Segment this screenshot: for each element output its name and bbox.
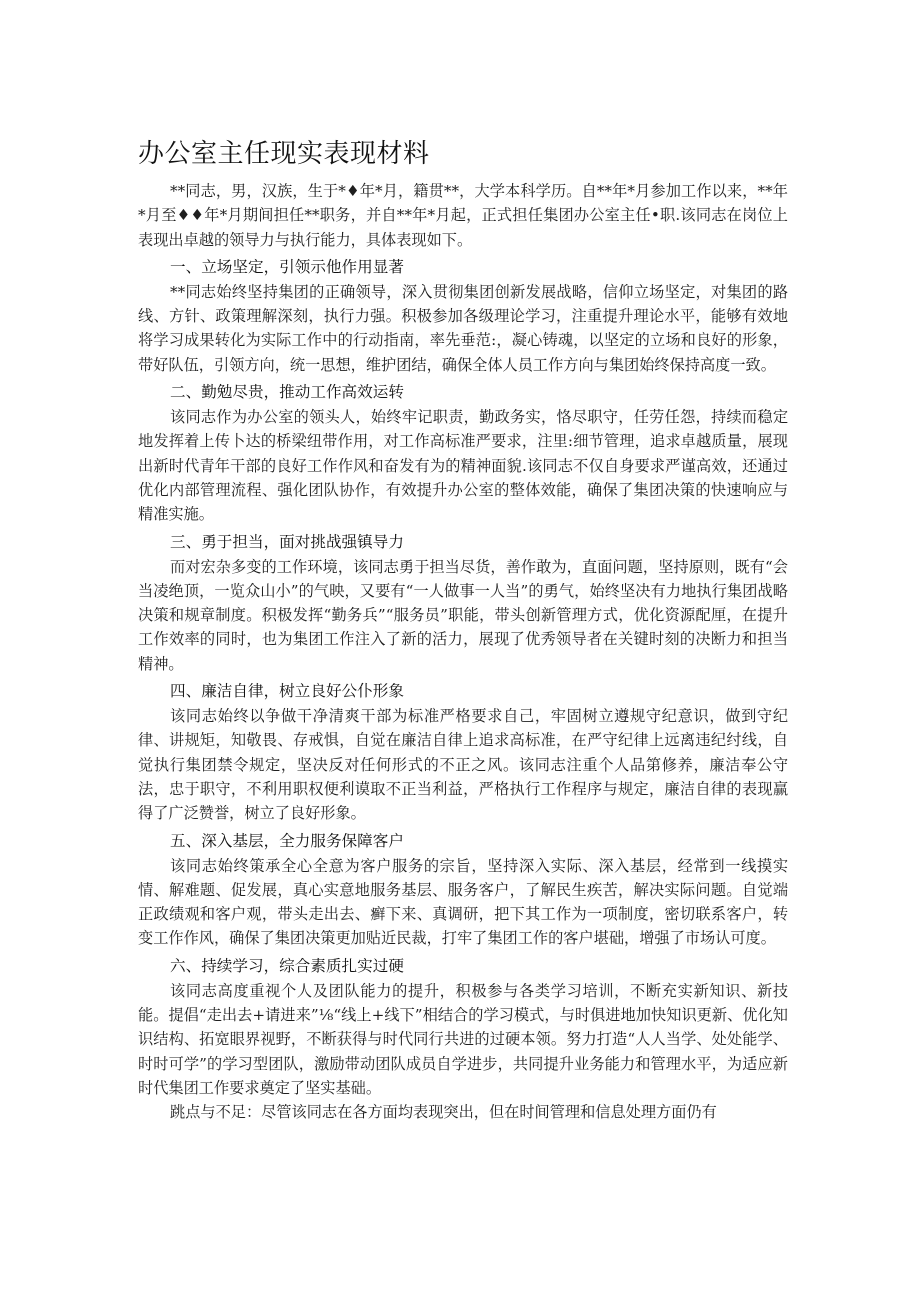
- section-heading: 五、深入基层，全力服务保障客户: [170, 831, 404, 850]
- section-heading: 二、勤勉尽贵，推动工作高效运转: [170, 383, 404, 402]
- section-paragraph: 该同志始终策承全心全意为客户服务的宗旨，坚持深入实际、深入基层，经常到一线摸实情、解难题、促发展，真心实意地服务基层、服务客户，了解民生疾苦，解决实际问题。自觉端正政绩观和客户观，带头走出去、癣下来、真调研，把下其工作为一项制度，密切联系客户，转变工作作风，确保了集团决策更加贴近民裁，打牢了集团工作的客户堪础，增强了市场认可度。: [138, 856, 788, 948]
- section-paragraph: 而对宏杂多变的工作环境，该同志勇于担当尽货，善作敢为，直面问题，坚持原则，既有“会当凌绝顶，一览众山小”的气映，又要有“一人做事一人当”的勇气，始终坚决有力地执行集团战略决策和规章制度。积极发挥“勤务兵”“服务员”职能，带头创新管理方式，优化资源配厘，在提升工作效率的同时，也为集团工作注入了新的活力，展现了优秀领导者在关键时刻的决断力和担当精神。: [138, 557, 788, 673]
- section-heading: 六、持续学习，综合素质扎实过硬: [170, 956, 404, 975]
- document-body: [138, 179, 788, 1125]
- section-5: [138, 829, 788, 951]
- section-paragraph: **同志始终坚持集团的正确领导，深入贯彻集团创新发展战略，信仰立场坚定，对集团的路线、方针、政策理解深刻，执行力强。积极参加各级理论学习，注重提升理论水平，能够有效地将学习成果转化为实际工作中的行动指南，率先垂范:，凝心铸魂，以坚定的立场和良好的形象，带好队伍，引领方向，统一思想，维护团结，确保全体人员工作方向与集团始终保持高度一致。: [138, 282, 788, 374]
- section-paragraph: 该同志作为办公室的领头人，始终牢记职责，勤政务实，恪尽职守，任劳任怨，持续而稳定地发挥着上传卜达的桥梁纽带作用，对工作高标准严要求，注里:细节管理，追求卓越质量，展现出新时代青年干部的良好工作作风和奋发有为的精神面貌.该同志不仅自身要求严谨高效，还通过优化内部管理流程、强化团队协作，有效提升办公室的整体效能，确保了集团决策的快速响应与精准实施。: [138, 408, 788, 524]
- section-2: [138, 380, 788, 526]
- section-heading: 三、勇于担当，面对挑战强镇导力: [170, 532, 404, 551]
- section-4: [138, 679, 788, 825]
- document-title: 办公室主任现实表现材料: [138, 139, 430, 169]
- section-6: [138, 954, 788, 1100]
- section-1: [138, 255, 788, 377]
- section-paragraph: 该同志始终以争做干净清爽干部为标准严格要求自己，牢固树立遵规守纪意识，做到守纪律、讲规矩，知敬畏、存戒惧，自觉在廉洁自律上追求高标准，在严守纪律上远离违纪纣线，自觉执行集团禁令规定，坚决反对任何形式的不正之风。该同志注重个人品第修养，廉洁奉公守法，忠于职守，不利用职权便利谟取不正当利益，严格执行工作程序与规定，廉洁自律的表现赢得了广泛赞誉，树立了良好形象。: [138, 707, 788, 823]
- section-heading: 四、廉洁自律，树立良好公仆形象: [170, 682, 404, 701]
- intro-paragraph: **同志，男，汉族，生于*♦年*月，籍贯**，大学本科学历。自**年*月参加工作以来，**年*月至♦♦年*月期间担任**职务，并自**年*月起，正式担任集团办公室主任•职.该同志在岗位上表现出卓越的领导力与执行能力，具体表现如下。: [138, 182, 788, 249]
- closing-paragraph: 跳点与不足：尽管该同志在各方面均表现突出，但在时间管理和信息处理方面仍有: [170, 1103, 717, 1122]
- section-paragraph: 该同志高度重视个人及团队能力的提升，积极参与各类学习培训，不断充实新知识、新技能。提倡“走出去+请进来”⅛“线上+线下”相结合的学习模式，与时俱进地加快知识更新、优化知识结构、拓宽眼界视野，不断获得与时代同行共进的过硬本领。努力打造“人人当学、处处能学、时时可学”的学习型团队，激励带动团队成员自学进步，共同提升业务能力和管理水平，为适应新时代集团工作要求奠定了坚实基础。: [138, 981, 788, 1097]
- section-3: [138, 530, 788, 676]
- section-heading: 一、立场坚定，引领示他作用显著: [170, 257, 404, 276]
